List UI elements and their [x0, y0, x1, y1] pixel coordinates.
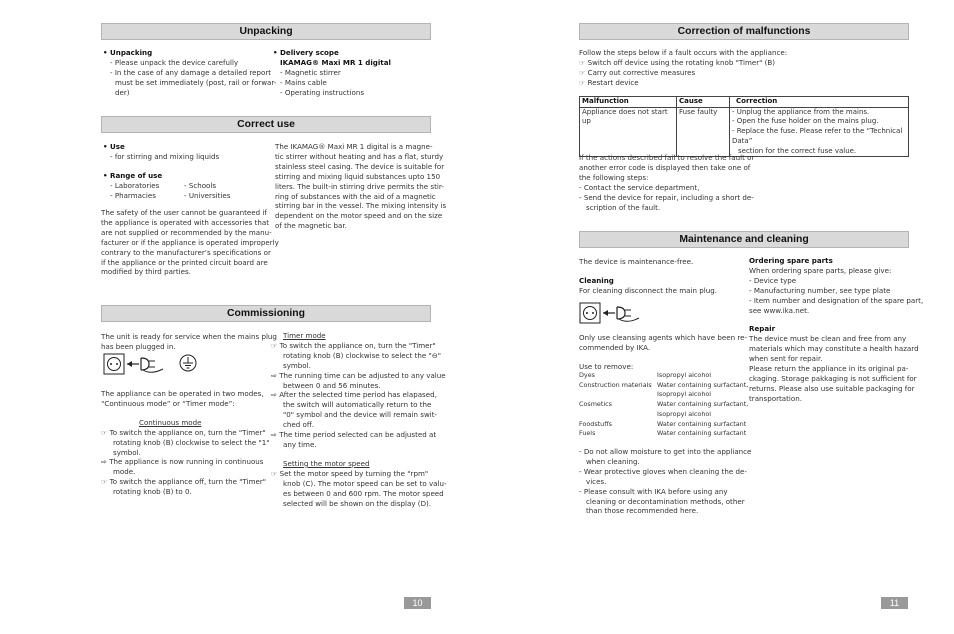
- spare-line: see www.ika.net.: [749, 305, 810, 315]
- header-cause: Cause: [677, 97, 730, 108]
- range-item: - Pharmacies: [110, 190, 156, 200]
- malfunction-step: ☞ Switch off device using the rotating knob "Timer" (B): [579, 57, 776, 67]
- cleaning-text: For cleaning disconnect the main plug.: [579, 285, 717, 295]
- warning-line: when cleaning.: [586, 456, 640, 466]
- safety-line: The safety of the user cannot be guaranteed if: [101, 208, 267, 217]
- safety-line: facturer or if the appliance is operated improperly: [101, 237, 279, 247]
- desc-line: of the magnetic bar.: [275, 221, 347, 231]
- continuous-line: mode.: [113, 467, 136, 477]
- agents-line: commended by IKA.: [579, 342, 651, 352]
- safety-line: contrary to the manufacturer’s specifications or: [101, 247, 271, 257]
- material-cell: Construction materials: [579, 380, 652, 389]
- agents-paragraph: [579, 333, 748, 372]
- desc-line: stirring and mixing liquid substances upto 150: [275, 171, 441, 181]
- table-row: [579, 429, 748, 439]
- unpacking-line: der): [115, 87, 130, 97]
- use-to-remove-label: Use to remove:: [579, 361, 634, 371]
- delivery-scope-col: [273, 48, 433, 98]
- malfunction-step: ☞ Restart device: [579, 77, 639, 87]
- timer-line: any time.: [283, 439, 317, 449]
- malfunctions-after: [579, 153, 755, 212]
- agent-cell: Water containing surfactant: [657, 419, 747, 428]
- speed-line: es between 0 and 600 rpm. The motor speed: [283, 488, 444, 498]
- continuous-line: rotating knob (B) to 0.: [113, 487, 192, 497]
- correction-line: section for the correct fuse value.: [738, 146, 857, 155]
- timer-mode-col: [271, 331, 447, 508]
- modes-paragraph: [101, 389, 270, 497]
- agents-line: Only use cleansing agents which have been re-: [579, 333, 748, 342]
- motor-speed-heading: Setting the motor speed: [283, 458, 370, 468]
- malfunction-table: [579, 96, 909, 157]
- malfunction-cell: Appliance does not start up: [580, 107, 677, 157]
- continuous-line: rotating knob (B) clockwise to select the "1": [113, 437, 270, 447]
- spare-line: - Item number and designation of the spare part,: [749, 295, 924, 305]
- warning-line: vices.: [586, 476, 607, 486]
- timer-line: ⇨ After the selected time period has elapased,: [271, 390, 437, 400]
- malfunction-intro-line: Follow the steps below if a fault occurs with the appliance:: [579, 48, 788, 57]
- repair-heading: Repair: [749, 324, 776, 334]
- unpacking-heading: Unpacking: [101, 23, 431, 40]
- warning-line: cleaning or decontamination methods, other: [586, 496, 745, 506]
- malfunctions-intro: [579, 48, 909, 88]
- repair-line: transportation.: [749, 393, 802, 403]
- unpacking-line: - In the case of any damage a detailed report: [110, 67, 272, 77]
- desc-line: The IKAMAG® Maxi MR 1 digital is a magne-: [275, 142, 433, 151]
- continuous-line: symbol.: [113, 447, 141, 457]
- safety-line: if the appliance or the printed circuit board are: [101, 257, 268, 267]
- warning-line: - Do not allow moisture to get into the appliance: [579, 447, 752, 456]
- continuous-mode-heading: Continuous mode: [139, 417, 202, 427]
- warnings-list: [579, 447, 752, 516]
- agent-cell: Water containing surfactant,: [657, 380, 749, 389]
- header-malfunction: Malfunction: [580, 97, 677, 108]
- unpacking-line: - Please unpack the device carefully: [110, 57, 239, 67]
- timer-line: ched off.: [283, 420, 315, 430]
- commissioning-heading: Commissioning: [101, 305, 431, 322]
- range-row: [103, 181, 263, 191]
- material-cell: Cosmetics: [579, 400, 612, 409]
- malfunctions-heading: Correction of malfunctions: [579, 23, 909, 40]
- table-header-row: [580, 97, 909, 108]
- correction-line: - Unplug the appliance from the mains.: [732, 107, 870, 116]
- spare-parts-col: [749, 256, 924, 404]
- table-row: [579, 410, 748, 420]
- timer-line: rotating knob (B) clockwise to select the "⊖": [283, 350, 441, 360]
- warning-line: than those recommended here.: [586, 506, 699, 516]
- material-cell: Foodstuffs: [579, 419, 612, 428]
- table-row: [579, 400, 748, 410]
- delivery-item: - Mains cable: [280, 77, 327, 87]
- repair-line: Please return the appliance in its original pa-: [749, 364, 909, 374]
- modes-line: “Continuous mode” or “Timer mode”:: [101, 398, 235, 408]
- unpacking-line: must be set immediately (post, rail or forwar-: [115, 77, 277, 87]
- agent-cell: Isopropyl alcohol: [657, 390, 712, 399]
- continuous-line: ☞ To switch the appliance on, turn the "Timer": [101, 427, 266, 437]
- safety-paragraph: [101, 208, 279, 277]
- timer-line: ⇨ The time period selected can be adjusted at: [271, 430, 437, 440]
- description-paragraph: [275, 142, 447, 231]
- repair-line: when sent for repair.: [749, 354, 823, 364]
- malfunction-step: ☞ Carry out corrective measures: [579, 67, 696, 77]
- maintenance-free: The device is maintenance-free.: [579, 257, 694, 266]
- table-row: [579, 371, 748, 381]
- correction-line: - Replace the fuse. Please refer to the “Technical Data”: [732, 127, 903, 145]
- table-row: [579, 390, 748, 400]
- desc-line: tic stirrer without heating and has a flat, sturdy: [275, 151, 444, 161]
- safety-line: are not supplied or recommended by the manu-: [101, 227, 272, 237]
- unplug-icon: [579, 302, 649, 324]
- modes-line: The appliance can be operated in two modes,: [101, 389, 264, 398]
- agent-cell: Water containing surfactant: [657, 429, 747, 438]
- unpacking-col: [103, 48, 277, 98]
- range-bullet: • Range of use: [103, 170, 163, 180]
- after-line: If the actions described fail to resolve the fault or: [579, 153, 755, 162]
- after-line: - Contact the service department,: [579, 182, 700, 192]
- timer-mode-heading: Timer mode: [283, 331, 326, 340]
- safety-line: the appliance is operated with accessories that: [101, 217, 270, 227]
- intro-line: has been plugged in.: [101, 341, 176, 351]
- page-number: 10: [404, 597, 431, 609]
- timer-line: symbol.: [283, 360, 311, 370]
- material-cell: Fuels: [579, 429, 596, 438]
- timer-line: ☞ To switch the appliance on, turn the "Timer": [271, 340, 436, 350]
- timer-line: the switch will automatically return to the: [283, 400, 432, 410]
- warning-line: - Please consult with IKA before using any: [579, 486, 728, 496]
- desc-line: liters. The built-in stirring drive permits the stir-: [275, 181, 444, 191]
- spare-line: When ordering spare parts, please give:: [749, 265, 892, 275]
- cleaning-heading: Cleaning: [579, 275, 614, 285]
- page-number: 11: [881, 597, 908, 609]
- use-bullet: • Use: [103, 142, 125, 151]
- spare-parts-heading: Ordering spare parts: [749, 256, 833, 265]
- spare-line: - Manufacturing number, see type plate: [749, 285, 891, 295]
- repair-line: materials which may constitute a health hazard: [749, 344, 919, 354]
- continuous-line: ☞ To switch the appliance off, turn the "Timer": [101, 477, 267, 487]
- range-item: - Schools: [184, 180, 217, 190]
- table-row: [579, 420, 748, 430]
- agent-cell: Water containing surfactant,: [657, 400, 749, 409]
- speed-line: selected will be shown on the display (D).: [283, 498, 432, 508]
- desc-line: dependent on the motor speed and on the size: [275, 211, 443, 221]
- table-row: [580, 107, 909, 157]
- agent-cell: Isopropyl alcohol: [657, 409, 712, 418]
- after-line: - Send the device for repair, including a short de-: [579, 192, 754, 202]
- material-cell: Dyes: [579, 371, 595, 379]
- desc-line: stainless steel casing. The device is suitable for: [275, 161, 445, 171]
- use-col: [103, 142, 263, 201]
- after-line: the following steps:: [579, 172, 649, 182]
- speed-line: ☞ Set the motor speed by turning the "rpm": [271, 468, 429, 478]
- header-correction: Correction: [730, 97, 909, 108]
- ground-icon: [178, 353, 198, 373]
- correction-line: - Open the fuse holder on the mains plug.: [732, 117, 879, 126]
- after-line: another error code is displayed then take one of: [579, 162, 751, 172]
- continuous-line: ⇨ The appliance is now running in continuous: [101, 457, 264, 467]
- correct-use-heading: Correct use: [101, 116, 431, 133]
- cause-cell: Fuse faulty: [677, 107, 730, 157]
- maintenance-col: [579, 257, 744, 296]
- unpacking-bullet: • Unpacking: [103, 48, 153, 57]
- product-name: IKAMAG® Maxi MR 1 digital: [280, 57, 391, 67]
- commissioning-intro: [101, 332, 277, 352]
- after-line: scription of the fault.: [586, 202, 661, 212]
- maintenance-heading: Maintenance and cleaning: [579, 231, 909, 248]
- material-cell: [579, 410, 657, 420]
- desc-line: stirring bar in the vessel. The mixing intensity is: [275, 201, 447, 211]
- timer-line: "0" symbol and the device will remain swit-: [283, 410, 438, 420]
- repair-line: returns. Please also use suitable packaging for: [749, 383, 915, 393]
- spare-line: - Device type: [749, 275, 797, 285]
- delivery-item: - Magnetic stirrer: [280, 67, 341, 77]
- use-item: - for stirring and mixing liquids: [110, 151, 220, 161]
- range-row: [103, 191, 263, 201]
- safety-line: modified by third parties.: [101, 267, 191, 277]
- speed-line: knob (C). The motor speed can be set to valu-: [283, 478, 447, 488]
- cleaning-agents-table: [579, 371, 748, 439]
- desc-line: ring of substances with the aid of a magnetic: [275, 191, 436, 201]
- delivery-item: - Operating instructions: [280, 87, 365, 97]
- correction-cell: [730, 107, 909, 157]
- range-item: - Universities: [184, 190, 231, 200]
- range-item: - Laboratories: [110, 180, 160, 190]
- agent-cell: Isopropyl alcohol: [657, 371, 712, 379]
- repair-line: ckaging. Storage pakkaging is not sufficient for: [749, 373, 917, 383]
- timer-line: between 0 and 56 minutes.: [283, 380, 381, 390]
- intro-line: The unit is ready for service when the mains plug: [101, 332, 277, 341]
- timer-line: ⇨ The running time can be adjusted to any value: [271, 370, 446, 380]
- warning-line: - Wear protective gloves when cleaning the de-: [579, 466, 747, 476]
- repair-line: The device must be clean and free from any: [749, 334, 907, 344]
- table-row: [579, 381, 748, 391]
- material-cell: [579, 390, 657, 400]
- delivery-scope-bullet: • Delivery scope: [273, 48, 339, 57]
